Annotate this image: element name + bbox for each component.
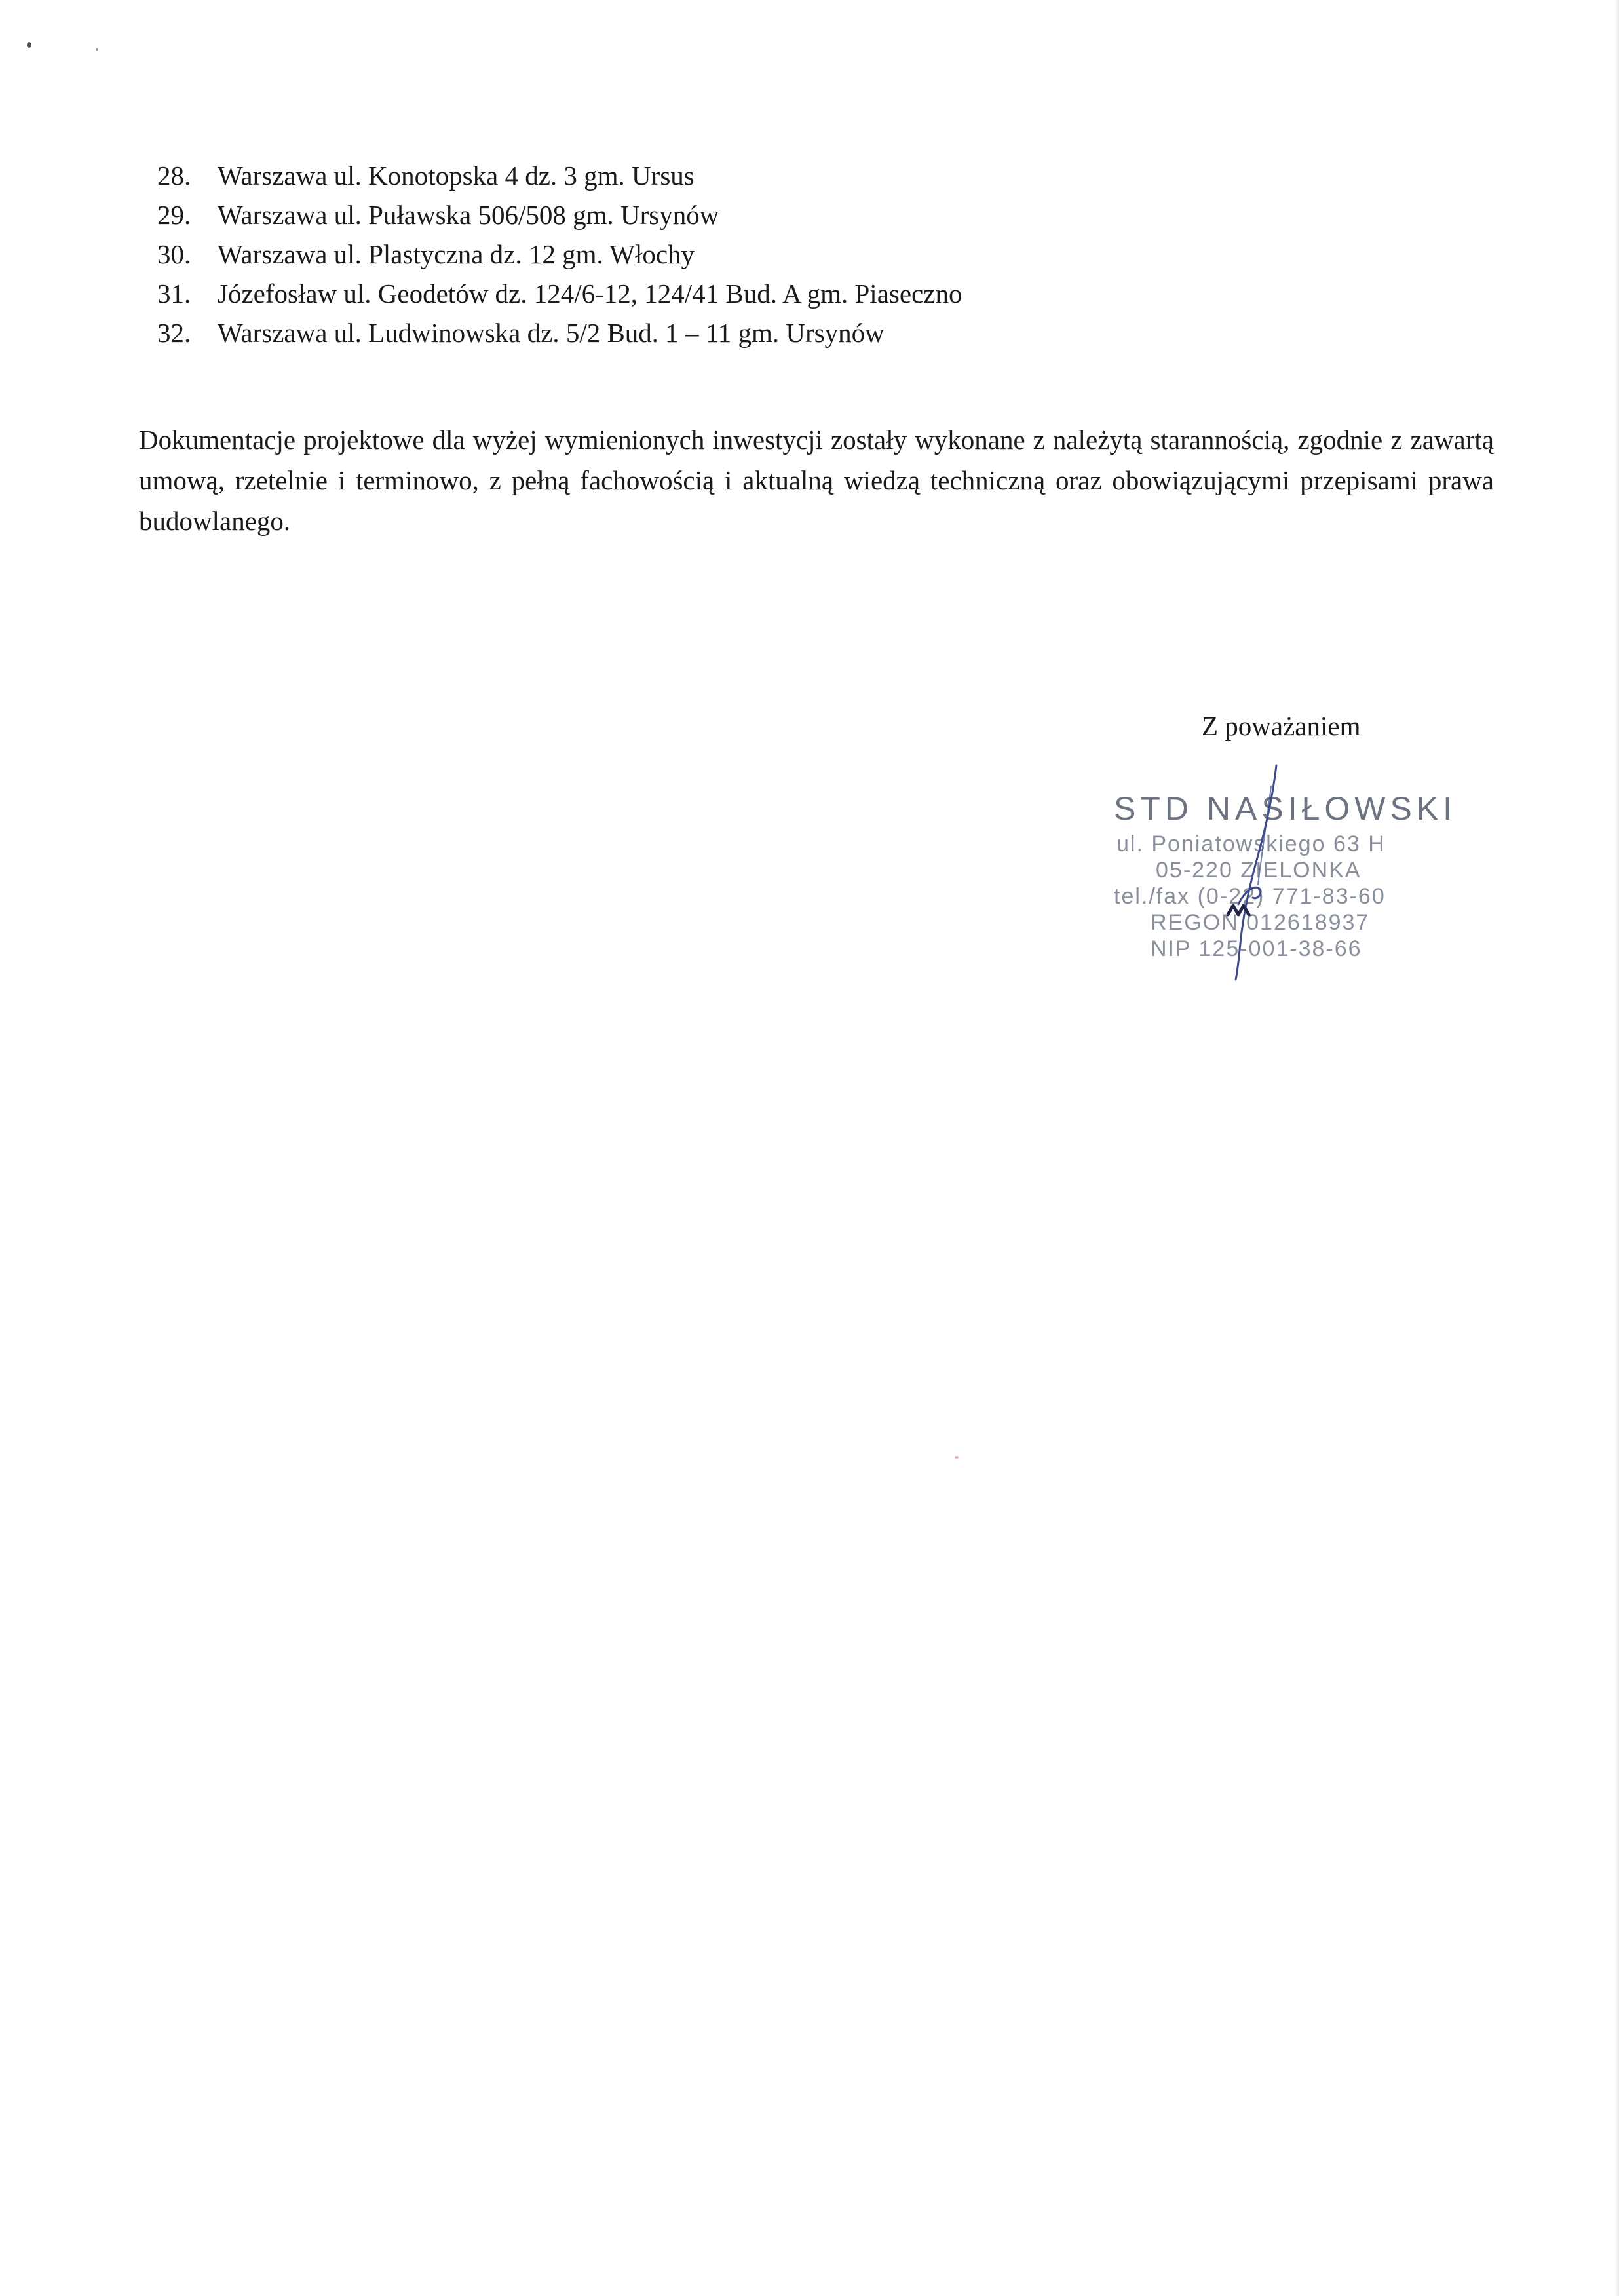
stamp-nip: NIP 125-001-38-66 [1151, 936, 1362, 961]
list-item-text: Józefosław ul. Geodetów dz. 124/6-12, 124/41 Bud. A gm. Piaseczno [218, 278, 962, 309]
list-item-number: 29. [157, 200, 191, 230]
investment-list [157, 156, 962, 353]
company-stamp [1114, 790, 1468, 986]
body-paragraph: Dokumentacje projektowe dla wyżej wymienionych inwestycji zostały wykonane z należytą starannością, zgodnie z zawartą umową, rzetelnie i terminowo, z pełną fachowością i aktualną wiedzą techniczną oraz obowiązującymi przepisami prawa budowlanego. [139, 425, 1494, 536]
list-item-text: Warszawa ul. Konotopska 4 dz. 3 gm. Ursus [218, 161, 695, 191]
scan-artifact [27, 42, 31, 48]
list-item-text: Warszawa ul. Plastyczna dz. 12 gm. Włochy [218, 239, 695, 269]
list-item [157, 195, 962, 235]
list-item-number: 32. [157, 318, 191, 348]
list-item [157, 235, 962, 274]
list-item [157, 313, 962, 353]
list-item-text: Warszawa ul. Ludwinowska dz. 5/2 Bud. 1 – 11 gm. Ursynów [218, 318, 885, 348]
stamp-title: STD NASIŁOWSKI [1114, 790, 1457, 827]
scan-artifact [955, 1456, 959, 1459]
stamp-phone: tel./fax (0-22) 771-83-60 [1114, 884, 1386, 909]
scan-artifact [96, 48, 98, 51]
list-item-text: Warszawa ul. Puławska 506/508 gm. Ursynów [218, 200, 719, 230]
list-item-number: 28. [157, 161, 191, 191]
list-item [157, 274, 962, 313]
list-item-number: 30. [157, 239, 191, 269]
stamp-city: 05-220 ZIELONKA [1156, 858, 1362, 883]
handwritten-signature [1199, 760, 1291, 983]
stamp-address: ul. Poniatowskiego 63 H [1116, 832, 1386, 856]
list-item-number: 31. [157, 278, 191, 309]
list-item [157, 156, 962, 195]
closing-salutation: Z poważaniem [1202, 711, 1361, 741]
stamp-regon: REGON 012618937 [1151, 910, 1370, 935]
scan-edge [1615, 0, 1619, 2296]
